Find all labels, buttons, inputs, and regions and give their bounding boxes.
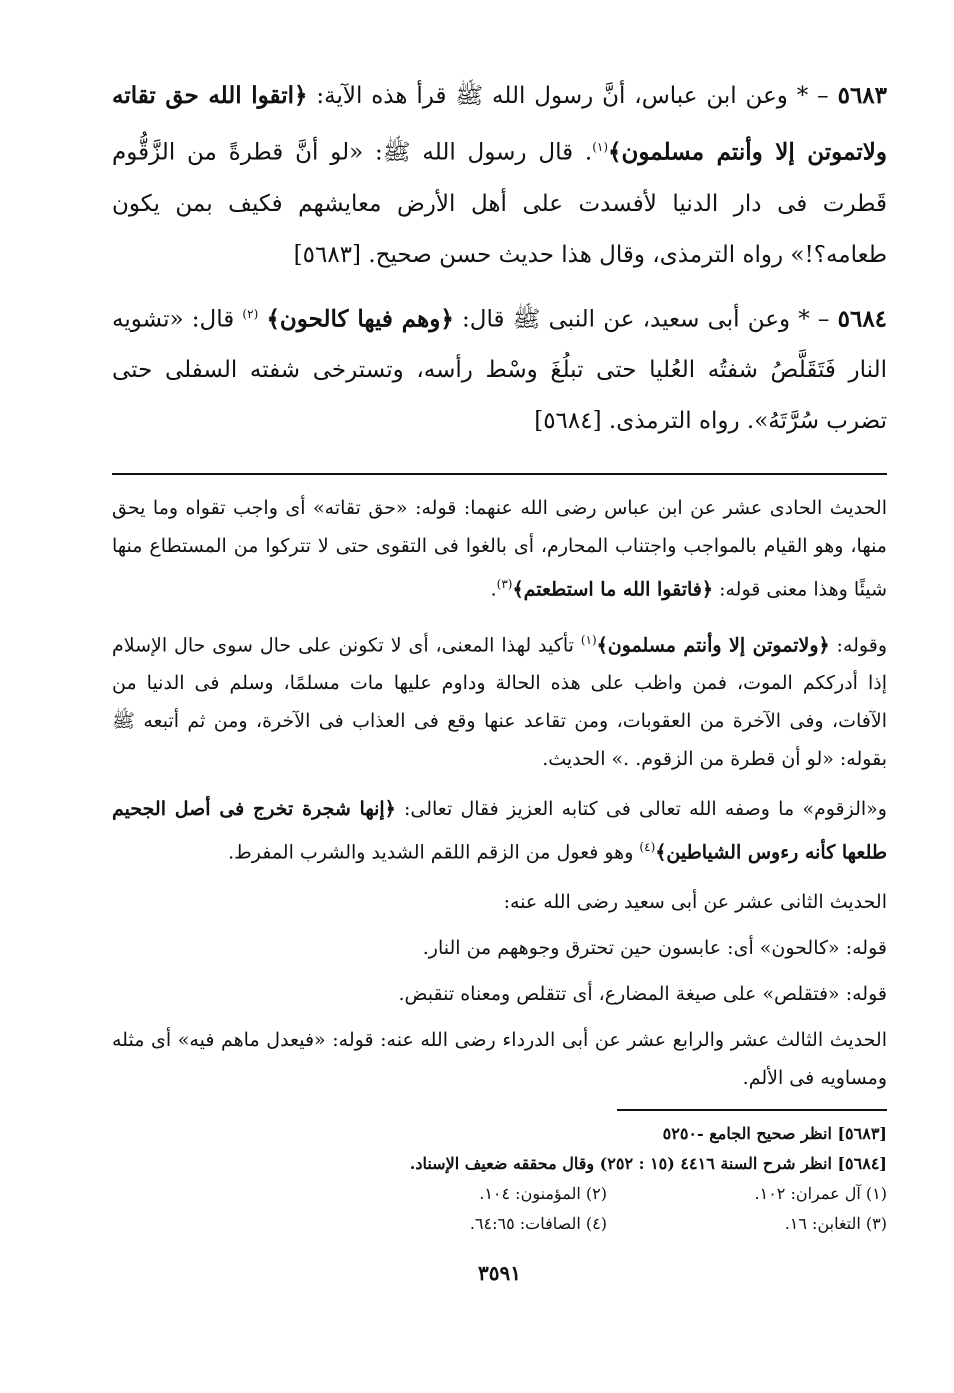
commentary-paragraph: الحديث الثانى عشر عن أبى سعيد رضى الله عنه: — [503, 891, 887, 914]
footnote-item: (١) آل عمران: ١٠٢. — [754, 1184, 887, 1204]
quran-quote: ﴿فاتقوا الله ما استطعتم﴾ — [512, 578, 714, 601]
page-number: ٣٥٩١ — [478, 1261, 521, 1286]
footnote-item: (٣) التغابن: ١٦. — [784, 1214, 887, 1234]
commentary-paragraph — [112, 790, 887, 871]
footnote-item: (٢) المؤمنون: ١٠٤. — [479, 1184, 607, 1204]
commentary-text: تأكيد لهذا المعنى، أى لا تكونن على حال سوى حال الإسلام إذا أدرككم الموت، فمن واظب على هذه الحالة وداوم عليها مات مسلمًا، وسلم فى الدنيا من الآفات، وفى الآخرة من العقوبات، ومن تقاعد عنها وقع فى العذاب فى الآخرة، ومن ثم أتبعه ﷺ بقوله: «لو أن قطرة من الزقوم. .» الحديث. — [112, 633, 887, 770]
reference-item: [٥٦٨٤] انظر شرح السنة ٤٤١٦ (١٥ : ٢٥٢) وقال محققه ضعيف الإسناد. — [409, 1154, 887, 1174]
hadith-text: . قال رسول الله ﷺ: «لو أنَّ قطرةً من الزَّقُّوم قَطرت فى دار الدنيا لأفسدت على أهل الأرض معايشهم فكيف بمن يكون طعامه؟!» رواه الترمذى، وقال هذا حديث حسن صحيح. [٥٦٨٣] — [112, 139, 887, 268]
footnote-ref: (٤) — [639, 839, 656, 854]
footnote-ref: (١) — [592, 140, 609, 154]
hadith-number: ٥٦٨٤ — [837, 305, 888, 333]
commentary-paragraph: قوله: «فتقلص» على صيغة المضارع، أى تتقلص ومعناه تنقبض. — [398, 983, 887, 1006]
footnote-divider — [617, 1109, 887, 1111]
hadith-text: – * وعن أبى سعيد، عن النبى ﷺ قال: — [453, 306, 830, 333]
section-divider — [112, 473, 887, 475]
commentary-paragraph: قوله: «كالحون» أى: عابسون حين تحترق وجوههم من النار. — [422, 937, 887, 960]
footnotes — [112, 1179, 887, 1239]
quran-quote: ﴿اتقوا الله حق تقاته ولاتموتن إلا وأنتم مسلمون﴾ — [112, 82, 887, 166]
quran-quote: ﴿وهم فيها كالحون﴾ — [266, 305, 454, 333]
commentary-paragraph: الحديث الثالث عشر والرابع عشر عن أبى الدرداء رضى الله عنه: قوله: «فيعدل ماهم فيه» أى مثله ومساويه فى الألم. — [112, 1029, 887, 1090]
hadith-5683 — [112, 70, 887, 281]
page-content — [112, 70, 887, 1285]
quran-quote: ﴿إنها شجرة تخرج فى أصل الجحيم طلعها كأنه رءوس الشياطين﴾ — [112, 797, 887, 864]
commentary-text: . — [490, 578, 497, 601]
hadith-number: ٥٦٨٣ — [837, 82, 888, 109]
reference-item: [٥٦٨٣] انظر صحيح الجامع -٥٢٥٠ — [662, 1124, 887, 1144]
footnote-ref: (١) — [580, 632, 597, 647]
references — [112, 1119, 887, 1179]
hadith-5684 — [112, 289, 887, 448]
commentary-paragraph — [112, 621, 887, 778]
footnote-item: (٤) الصافات: ٦٤:٦٥. — [469, 1214, 607, 1234]
commentary-paragraph — [112, 489, 887, 608]
hadith-text: – * وعن ابن عباس، أنَّ رسول الله ﷺ قرأ هذه الآية: — [307, 83, 829, 109]
commentary-text: و«الزقوم» ما وصفه الله تعالى فى كتابه العزيز فقال تعالى: — [395, 797, 887, 820]
footnote-ref: (٢) — [242, 306, 259, 321]
commentary-text: وهو فعول من الزقم اللقم الشديد والشرب المفرط. — [228, 841, 640, 864]
quran-quote: ﴿ولاتموتن إلا وأنتم مسلمون﴾ — [596, 633, 830, 656]
commentary-text: وقوله: — [829, 633, 888, 656]
commentary-text: الحديث الحادى عشر عن ابن عباس رضى الله عنهما: قوله: «حق تقاته» أى واجب تقواه وما يحق منها، وهو القيام بالمواجب واجتناب المحارم، أى بالغوا فى التقوى حتى لا تتركوا من المستطاع منها شيئًا وهذا معنى قوله: — [112, 497, 887, 601]
footnote-ref: (٣) — [496, 577, 513, 592]
hadith-text: قال: «تشويه النار فَتَقَلَّصُ شفتُه العُليا حتى تبلُغَ وسْط رأسه، وتسترخى شفته السفلى حتى تضرب سُرَّتَهُ». رواه الترمذى. [٥٦٨٤] — [112, 306, 887, 435]
